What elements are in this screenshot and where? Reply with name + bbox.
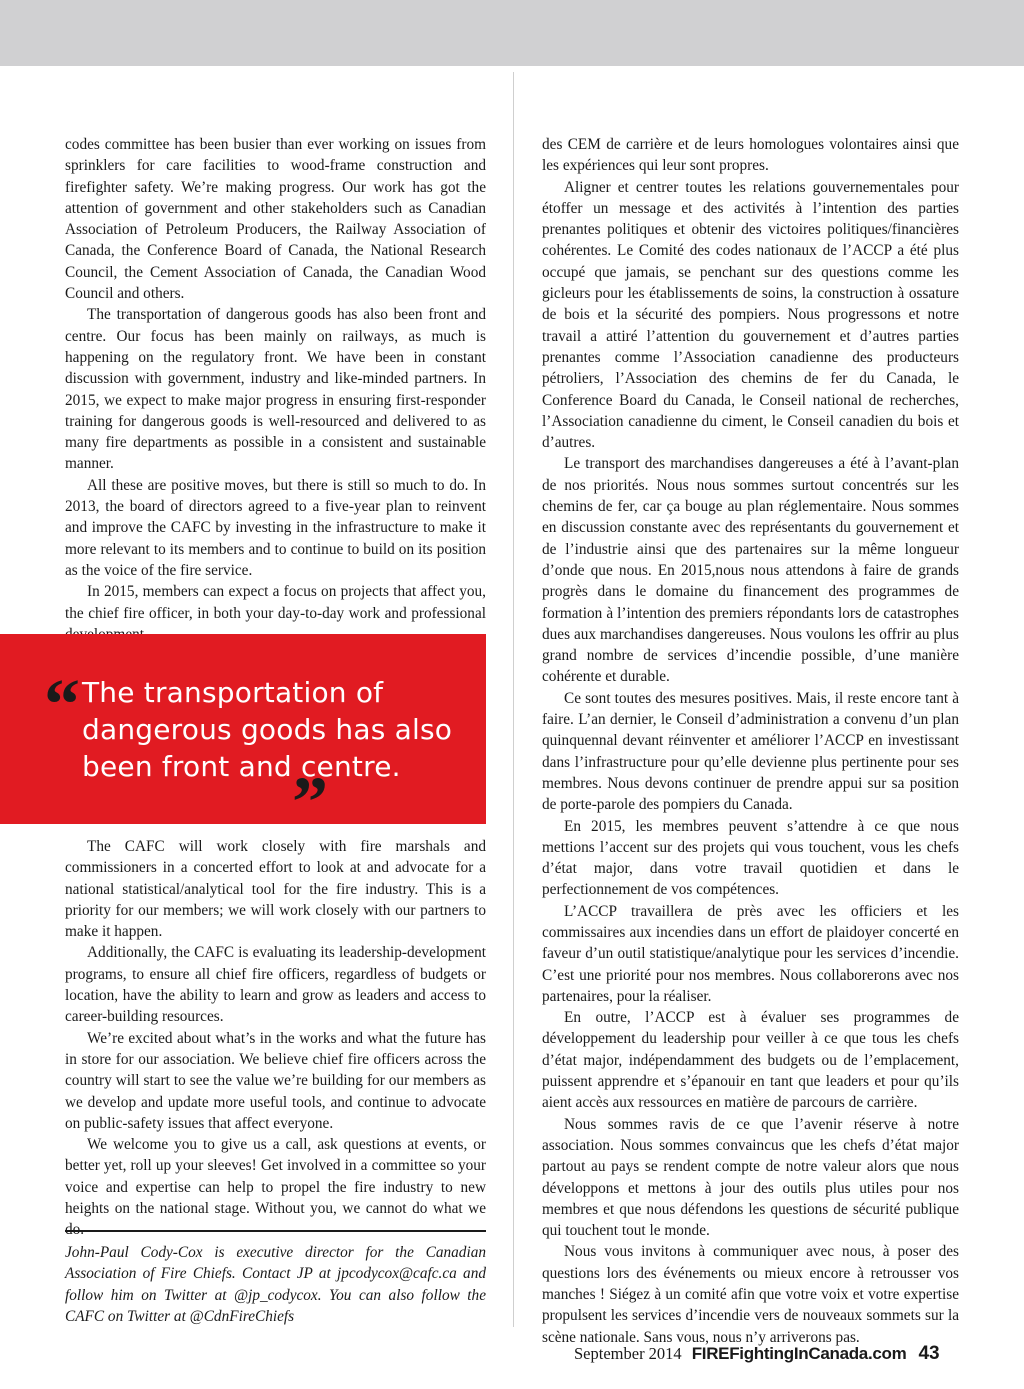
top-header-band — [0, 0, 1024, 66]
body-paragraph: En outre, l’ACCP est à évaluer ses programmes de développement du leadership pour veiller à ce que tous les chefs d’état major, indépendamment des budgets ou de l’emplacement, puissent apprendre et s’épanouir en tant que leaders et pour qu’ils aient accès aux ressources en matière de parcours de carrière. — [542, 1009, 959, 1112]
issue-date: September 2014 — [574, 1344, 682, 1363]
body-paragraph: En 2015, les membres peuvent s’attendre à ce que nous mettions l’accent sur des projets qui vous touchent, vous les chefs d’état major, dans votre travail quotidien et dans le perfectionnement de vos compétences. — [542, 817, 959, 899]
body-paragraph: Nous sommes ravis de ce que l’avenir réserve à notre association. Nous sommes convaincus que les chefs d’état major partout au pays se rendent compte de notre valeur alors que nous développons et mettons à jour des outils plus utiles pour nos membres et que nous défendons les questions de sécurité publique qui touchent tout le monde. — [542, 1115, 959, 1240]
body-paragraph: L’ACCP travaillera de près avec les officiers et les commissaires aux incendies dans un effort de plaidoyer concerté en faveur d’un outil statistique/analytique pour les services d’incendie. C’est une priorité pour nos membres. Nous collaborerons avec nos partenaires, pour la réaliser. — [542, 902, 959, 1005]
body-paragraph: Ce sont toutes des mesures positives. Mais, il reste encore tant à faire. L’an dernier, le Conseil d’administration a convenu d’un plan quinquennal devant réinventer et améliorer l’ACCP en investissant dans l’infrastructure pour qu’elle devienne plus pertinente pour ses membres. Nous devons continuer de prendre appui sur sa position de porte-parole des pompiers du Canada. — [542, 689, 959, 814]
page-number: 43 — [918, 1343, 940, 1364]
body-paragraph: des CEM de carrière et de leurs homologues volontaires ainsi que les expériences qui leur sont propres. — [542, 136, 959, 175]
open-quote-mark: “ — [44, 664, 80, 744]
column-divider — [513, 72, 514, 1327]
right-column-french — [542, 134, 959, 1348]
page-footer — [574, 1343, 940, 1367]
left-column-lower — [65, 836, 486, 1241]
body-paragraph: In 2015, members can expect a focus on projects that affect you, the chief fire officer, in both your day-to-day work and professional — [65, 583, 486, 622]
body-paragraph: The CAFC will work closely with fire marshals and commissioners in a concerted effort to look at and advocate for a national statistical/analytical tool for the fire industry. This is a priority for our members; we will work closely with our partners to make it happen. — [65, 838, 486, 941]
body-paragraph: Additionally, the CAFC is evaluating its leadership-development programs, to ensure all chief fire officers, regardless of budgets or location, have the ability to learn and grow as leaders and access to career-building resources. — [65, 944, 486, 1026]
pull-quote-text: The transportation of dangerous goods has also been front and centre. — [82, 676, 453, 783]
body-paragraph: Nous vous invitons à communiquer avec nous, à poser des questions lors des événements ou mieux encore à retrousser vos manches ! Siégez à un comité afin que votre voix et votre expertise propulsent les services d’incendie vers de nouveaux sommets sur la scène nationale. Sans vous, nous n’y arriverons pas. — [542, 1243, 959, 1346]
author-bio: John-Paul Cody-Cox is executive director for the Canadian Association of Fire Chiefs. Contact JP at jpcodycox@cafc.ca and follow him on Twitter at @jp_codycox. You can also follow the CAFC on Twitter at @CdnFireChiefs — [65, 1244, 486, 1325]
body-paragraph: Aligner et centrer toutes les relations gouvernementales pour étoffer un message et des activités à l’intention des parties prenantes politiques et obtenir des victoires politiques/financières cohérentes. Le Comité des codes nationaux de l’ACCP a été plus occupé que jamais, se penchant sur des questions comme les gicleurs pour les établissements de soins, la construction à ossature de bois et la sécurité des pompiers. Nous progressons et notre travail a attiré l’attention du gouvernement et d’autres parties prenantes comme l’Association canadienne des producteurs pétroliers, l’Association des chemins de fer du Canada, le Conference Board du Canada, le Conseil national de recherches, l’Association canadienne du ciment, le Conseil canadien du bois et d’autres. — [542, 178, 959, 452]
body-paragraph: codes committee has been busier than ever working on issues from sprinklers for care facilities to wood-frame construction and firefighter safety. We’re making progress. Our work has got the attention of government and other stakeholders such as Canadian Association of Petroleum Producers, the Railway Association of Canada, the Conference Board of Canada, the National Research Council, the Cement Association of Canada, the Canadian Wood Council and others. — [65, 136, 486, 303]
left-column-upper — [65, 134, 486, 645]
body-paragraph: We welcome you to give us a call, ask questions at events, or better yet, roll up your sleeves! Get involved in a committee so your voice and expertise can help to propel the fire industry to new heights on the national stage. Without you, we cannot do what we — [65, 1136, 486, 1218]
body-paragraph: All these are positive moves, but there is still so much to do. In 2013, the board of directors agreed to a five-year plan to reinvent and improve the CAFC by investing in the infrastructure to make it more relevant to its members and to continue to build on its position as the voice of the fire service. — [65, 476, 486, 579]
pull-quote-box — [0, 634, 486, 842]
bio-divider — [65, 1230, 486, 1232]
website-link[interactable]: FIREFightingInCanada.com — [691, 1344, 907, 1363]
body-paragraph: The transportation of dangerous goods has also been front and centre. Our focus has been mainly on railways, as much is happening on the regulatory front. We have been in constant discussion with government, industry and like-minded partners. In 2015, we expect to make major progress in ensuring first-responder training for dangerous goods is well-resourced and delivered to as many fire departments as possible in a consistent and sustainable manner. — [65, 306, 486, 473]
body-paragraph: We’re excited about what’s in the works and what the future has in store for our association. We believe chief fire officers across the country will start to see the value we’re building for our members as we develop and update more useful tools, and continue to advocate on public-safety issues that affect everyone. — [65, 1029, 486, 1132]
body-paragraph: Le transport des marchandises dangereuses a été à l’avant-plan de nos priorités. Nous nous sommes surtout concentrés sur les chemins de fer, car ça bouge au plan réglementaire. Nous sommes en discussion constante avec des représentants du gouvernement et de l’industrie ainsi que des partenaires sur la même longueur d’onde que nous. En 2015,nous nous attendons à faire de grands progrès dans le domaine du financement des programmes de formation à l’intention des premiers répondants lors de catastrophes dues aux marchandises dangereuses. Nous voulons les offrir au plus grand nombre de services d’incendie possible, d’une manière cohérente et durable. — [542, 455, 959, 686]
close-quote-mark: ” — [292, 762, 328, 842]
